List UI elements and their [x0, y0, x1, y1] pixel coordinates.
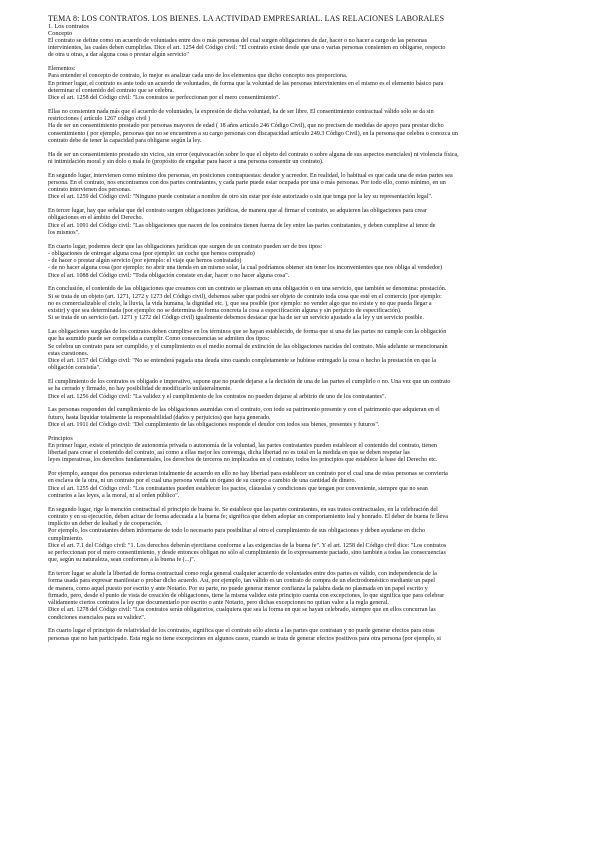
text-line: que, según su naturaleza, sean conformes a la buena fe (...)". — [48, 557, 196, 564]
paragraph — [48, 407, 562, 429]
paragraph — [48, 379, 562, 401]
text-line: libertad para crear el contenido del contrato, así como a ellas mejor les convenga, dicha libertad no es total en la medida en que se deben respetar las — [48, 450, 410, 457]
text-line: implícito un deber de lealtad y de cooperación. — [48, 521, 163, 528]
text-line: Elementos: — [48, 66, 76, 73]
paragraph — [48, 244, 562, 280]
text-line: determinar el contenido del contrato que se celebra. — [48, 87, 174, 94]
text-line: condiciones esenciales para su validez". — [48, 614, 146, 621]
text-line: Ha de ser un consentimiento prestado sin vicios, sin error (equivocación sobre lo que el objeto del contrato o sobre alguna de sus aspectos esenciales) ni violencia física, — [48, 151, 459, 158]
text-line: En segundo lugar, intervienen como mínimo dos personas, en posiciones contrapuestas: deudor y acreedor. En realidad, lo habitual es que cada una de estas partes sea — [48, 172, 453, 179]
text-line: contrarios a las leyes, a la moral, ni al orden público". — [48, 492, 180, 499]
text-line: los mismos". — [48, 229, 80, 236]
text-line: Si se trata de un servicio (art. 1271 y 1272 del Código civil) igualmente debemos destacar que ha de ser un servicio ajustado a la ley y un servicio posible. — [48, 315, 424, 322]
text-line: obligación consistía". — [48, 365, 101, 372]
text-line: En cuarto lugar el principio de relatividad de los contratos, significa que el contrato sólo afecta a las partes que contratan y no puede generar efectos para otras — [48, 628, 435, 635]
text-line: El cumplimiento de los contratos es obligado e imperativo, supone que no puede dejarse a la decisión de una de las partes el cumplirlo o no. Una vez que un contrato — [48, 379, 451, 386]
text-line: en esclava de la otra, ni un contrato por el cual una persona venda un órgano de su cuerpo a cambio de una cantidad de dinero. — [48, 478, 357, 485]
concept-heading: Concepto — [48, 30, 73, 38]
text-line: cumplimiento. — [48, 535, 84, 542]
paragraph — [48, 152, 562, 167]
text-line: Las personas responden del cumplimiento de las obligaciones asumidas con el contrato, con todo su patrimonio presente y con el patrimonio que adquieran en el — [48, 407, 440, 414]
paragraph — [48, 286, 562, 322]
text-line: En primer lugar, el contrato es ante todo un acuerdo de voluntades, de forma que la voluntad de las personas intervinientes en el mismo es el elemento básico para — [48, 80, 444, 87]
text-line: se perfeccionan por el mero consentimiento, y desde entonces obligan no sólo al cumplimiento de lo expresamente pactado, sino también a todas las consecuencias — [48, 550, 446, 557]
paragraph — [48, 329, 562, 373]
text-line: Las obligaciones surgidas de los contratos deben cumplirse en los términos que se hayan establecido, de forma que si una de las partes no cumple con la obligación — [48, 329, 447, 336]
text-line: contrato intervienen dos personas. — [48, 187, 132, 194]
text-line: Dice el art. 1258 del Código civil: "Los contratos se perfeccionan por el mero consentimiento". — [48, 95, 281, 102]
text-line: contrato debe de tener la capacidad para obligarse según la ley. — [48, 137, 202, 144]
text-line: Dice el art. 1256 del Código civil: "La validez y el cumplimiento de los contratos no pueden dejarse al arbitrio de uno de los contratantes". — [48, 393, 387, 400]
text-line: Dice el art. 1259 del Código civil: "Ninguno puede contratar a nombre de otro sin estar por éste autorizado o sin que tenga por la ley su representación legal". — [48, 194, 433, 201]
text-line: Si se trata de un objeto (art. 1271, 1272 y 1273 del Código civil), debemos saber que podrá ser objeto de contrato toda cosa que esté en el comercio (por ejemplo: — [48, 293, 442, 300]
text-line: Ha de ser un consentimiento prestado por personas mayores de edad ( 18 años artículo 246 Código Civil), que no precisen de medidas de apoyo para prestar dicho — [48, 123, 444, 130]
text-line: firmado, pero, desde el punto de vista de creación de obligaciones, tiene la misma validez este principio cuenta con excepciones, lo que significa que para celebrar — [48, 592, 445, 599]
text-line: consentimiento ( por ejemplo, personas que no se encuentren a su cargo personas con discapacidad artículo 249.3 Código Civil), en la persona que celebra o conozca un — [48, 130, 458, 137]
text-line: Principios — [48, 435, 73, 442]
text-line: restricciones ( artículo 1267 código civil ) — [48, 116, 151, 123]
text-line: Dice el art. 1255 del Código civil: "Los contratantes pueden establecer los pactos, cláusulas y condiciones que tengan por conveniente, siempre que no sean — [48, 485, 428, 492]
text-line: Dice el art. 1278 del Código civil: "Los contratos serán obligatorios, cualquiera que sea la forma en que se hayan celebrado, siempre que en ellos concurran las — [48, 607, 436, 614]
paragraph — [48, 66, 562, 102]
text-line: de manera, como aquel puesto por escrito y ante Notario. Por su parte, no puede generar menor confianza la palabra dada no plasmada en un papel escrito y — [48, 585, 428, 592]
page-title: TEMA 8: LOS CONTRATOS. LOS BIENES. LA ACTIVIDAD EMPRESARIAL. LAS RELACIONES LABORALES — [48, 14, 445, 23]
section-heading: 1. Los contratos — [48, 23, 89, 30]
text-line: Para entender el concepto de contrato, lo mejor es analizar cada uno de los elementos que dicho concepto nos proporciona. — [48, 73, 348, 80]
text-line: intervinientes, las cuales deben cumplirlas. Dice el art. 1254 del Código civil: "El contrato existe desde que una o varias personas consienten en obligarse, respecto — [48, 45, 446, 52]
text-line: forma usada para expresar manifestar o probar dicho acuerdo. Así, por ejemplo, tan válido es un contrato de compra de un electrodoméstico mediante un papel — [48, 578, 435, 585]
text-line: se ha cerrado y firmado, no hay posibilidad de modificarlo unilateralmente. — [48, 386, 232, 393]
paragraph — [48, 471, 562, 500]
text-line: En conclusión, el contenido de las obligaciones que creamos con un contrato se plasman en una obligación o en una servicio, que también se denomina: prestación. — [48, 286, 447, 293]
paragraph — [48, 571, 562, 622]
text-line: Dice el art. 1088 del Código civil: "Toda obligación consiste en dar, hacer o no hacer alguna cosa". — [48, 272, 290, 279]
text-line: Dice el art. 7.1 del Código civil: "1. Los derechos deberán ejercitarse conforme a las exigencias de la buena fe". Y el art. 1258 del Código civil dice: "Los contratos — [48, 542, 447, 549]
text-line: contrato y en su ejecución, deben actuar de forma adecuada a la buena fe; significa que deben adoptar un comportamiento leal y honrado. El deber de buena fe lleva — [48, 513, 448, 520]
text-line: válidamente ciertos contratos la ley que documentarlo por escrito o ante Notario, pero dichas excepciones no quitan valor a la regla general. — [48, 600, 389, 607]
text-line: persona. En el contrato, nos encontramos con dos partes contratantes, y cada parte puede estar ocupada por una o más personas. Por todo ello, como mínimo, en un — [48, 179, 446, 186]
text-line: Por ejemplo, los contratantes deben informarse de todo lo necesario para posibilitar al otro el cumplimiento de sus obligaciones y deben ayudarse en dicho — [48, 528, 426, 535]
text-line: En tercer lugar se alude la libertad de forma contractual como regla general cualquier acuerdo de voluntades entre dos partes es válido, con independencia de la — [48, 571, 437, 578]
text-line: personas que no han participado. Esta regla no tiene excepciones en algunos casos, cuando se trata de generar efectos positivos para otra persona (por ejemplo, si — [48, 635, 441, 642]
text-line: Dice el art. 1157 del Código civil: "No se entenderá pagada una deuda sino cuando completamente se hubiese entregado la cosa o hecho la prestación en que la — [48, 358, 437, 365]
text-line: Se celebra un contrato para ser cumplido, y el cumplimiento es el medio normal de extinción de las obligaciones nacidas del contrato. Más adelante se mencionarán — [48, 343, 448, 350]
text-line: estas cuestiones. — [48, 350, 89, 357]
text-line: El contrato se define como un acuerdo de voluntades entre dos o más personas del cual surgen obligaciones de dar, hacer o no hacer a cargo de las personas — [48, 37, 428, 44]
paragraph — [48, 109, 562, 145]
text-line: existir) y que sea determinada (por ejemplo: no se determina de forma concreta la cosa a especificación alguna y sin perjuicio de especificación). — [48, 308, 402, 315]
paragraph — [48, 208, 562, 237]
text-line: En segundo lugar, rige la mención contractual el principio de buena fe. Se establece que las partes contratantes, en sus tratos contractuales, en la celebración del — [48, 506, 438, 513]
text-line: ni intimidación moral y sin dolo o mala fe (propósito de engañar para hacer a una persona consentir un contrato). — [48, 158, 324, 165]
paragraph — [48, 173, 562, 202]
text-line: futuro, hasta liquidar totalmente la responsabilidad (daños y perjuicios) que haya generado. — [48, 414, 271, 421]
text-line: - de hacer o prestar algún servicio (por ejemplo: el viaje que hemos contratado) — [48, 258, 242, 265]
text-line: En cuarto lugar, podemos decir que las obligaciones jurídicas que surgen de un contrato pueden ser de tres tipos: — [48, 243, 323, 250]
text-line: que ha asumido puede ser compelida a cumplir. Como consecuencias se admiten dos tipos: — [48, 336, 270, 343]
text-line: En primer lugar, existe el principio de autonomía privada o autonomía de la voluntad, las partes contratantes pueden establecer el contenido del contrato, tienen — [48, 442, 437, 449]
text-line: Ellas no consienten nada más que el acuerdo de voluntades, la expresión de dicha voluntad, ha de ser libre. El consentimiento contractual válido sólo se da sin — [48, 108, 434, 115]
document-body — [48, 38, 562, 643]
text-line: Dice el art. 1911 del Código civil: "Del cumplimiento de las obligaciones responde el deudor con todos sus bienes, presentes y futuros". — [48, 421, 380, 428]
text-line: leyes imperativas, los derechos fundamentales, los derechos de terceros no implicados en el contrato, todos los principios que establece la base del Derecho etc. — [48, 457, 438, 464]
paragraph — [48, 628, 562, 643]
text-line: En tercer lugar, hay que señalar que del contrato surgen obligaciones jurídicas, de manera que al firmar el contrato, se adquieren las obligaciones para crear — [48, 208, 427, 215]
text-line: no es comercializable el cielo, la lluvia, la vida humana, la dignidad etc. ), que sea posible (por ejemplo: no vender algo que no existe y no que pueda llegar a — [48, 300, 432, 307]
paragraph — [48, 436, 562, 465]
text-line: - de no hacer alguna cosa (por ejemplo: no abrir una tienda en un mismo solar, la cual podríamos obtener sin tener los inconvenientes que nos obliga al vendedor) — [48, 265, 443, 272]
text-line: de otra u otras, a dar alguna cosa o prestar algún servicio" — [48, 52, 189, 59]
text-line: obligaciones en el ámbito del Derecho. — [48, 215, 144, 222]
text-line: Dice el art. 1091 del Código civil: "Las obligaciones que nacen de los contratos tienen fuerza de ley entre las partes contratantes, y deben cumplirse al tenor de — [48, 222, 436, 229]
text-line: - obligaciones de entregar alguna cosa (por ejemplo: un coche que hemos comprado) — [48, 250, 255, 257]
paragraph — [48, 507, 562, 565]
text-line: Por ejemplo, aunque dos personas estuvieran totalmente de acuerdo en ello no hay libertad para establecer un contrato por el cual una de estas personas se convierta — [48, 471, 448, 478]
paragraph — [48, 38, 562, 60]
